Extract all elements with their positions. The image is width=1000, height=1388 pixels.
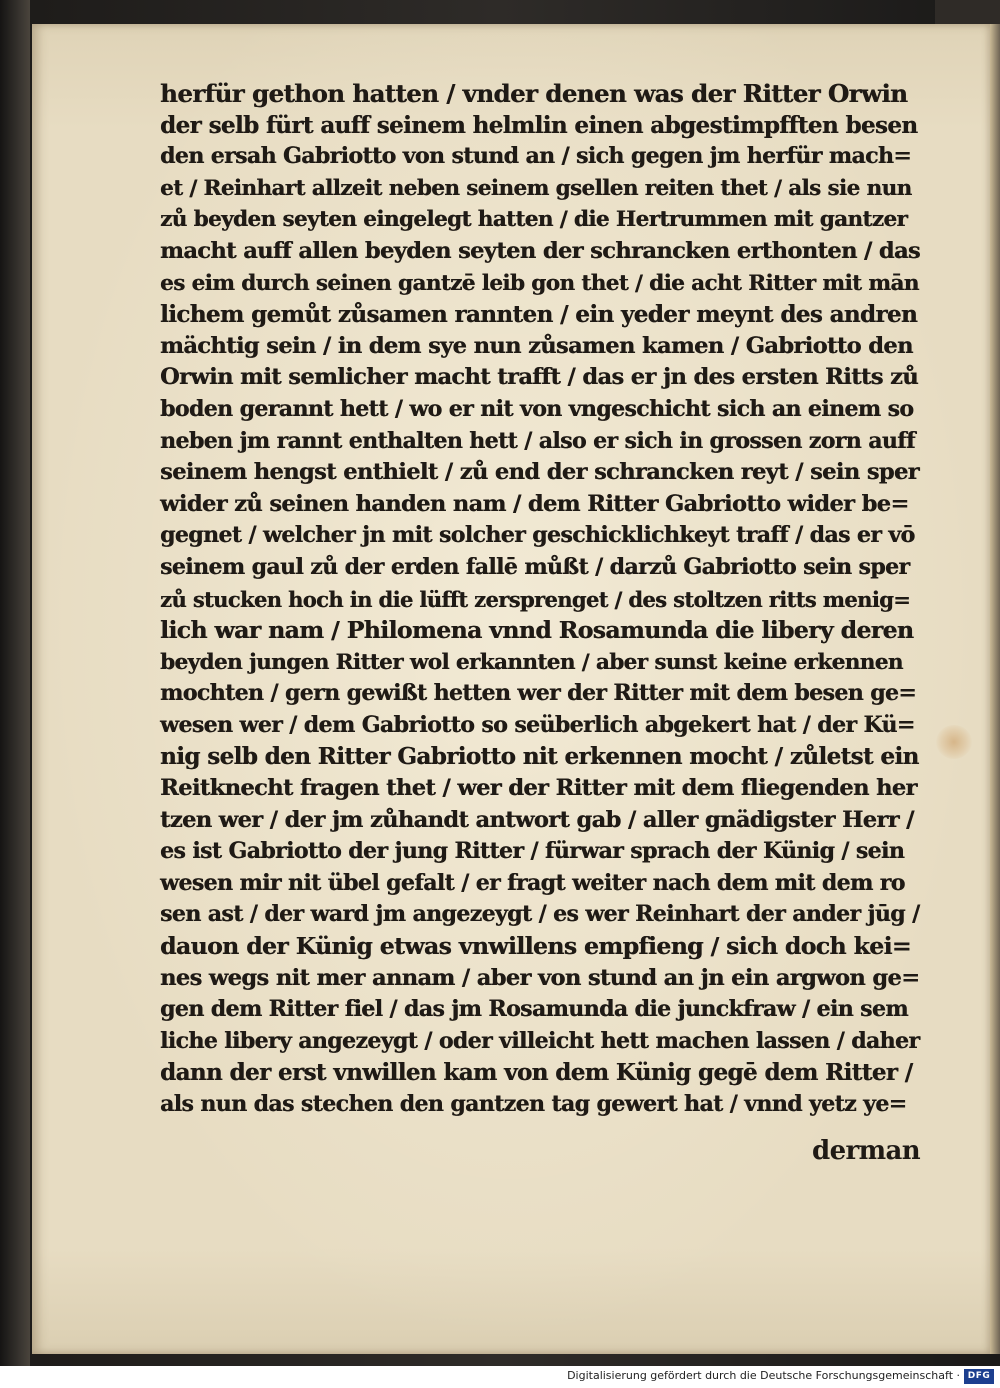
funding-credit: Digitalisierung gefördert durch die Deutsche Forschungsgemeinschaft · [567,1369,960,1382]
text-line: et / Reinhart allzeit neben seinem gsellen reiten thet / als sie nun [160,175,912,201]
text-line: zů beyden seyten eingelegt hatten / die Hertrummen mit gantzer [160,207,908,233]
text-line: seinem hengst enthielt / zů end der schrancken reyt / sein sper [160,459,919,486]
text-line: tzen wer / der jm zůhandt antwort gab / aller gnädigster Herr / [160,806,914,833]
text-line: gen dem Ritter fiel / das jm Rosamunda die junckfraw / ein sem [160,996,908,1023]
text-line: als nun das stechen den gantzen tag gewert hat / vnnd yetz ye= [160,1091,907,1117]
text-line: zů stucken hoch in die lüfft zersprenget / des stoltzen ritts menig= [160,586,911,612]
text-line: Orwin mit semlicher macht trafft / das er jn des ersten Ritts zů [160,364,918,391]
text-line: seinem gaul zů der erden fallē můßt / darzů Gabriotto sein sper [160,553,910,580]
text-line: es eim durch seinen gantzē leib gon thet / die acht Ritter mit mān [160,270,919,296]
text-line: boden gerannt hett / wo er nit von vngeschicht sich an einem so [160,395,914,422]
text-line: lichem gemůt zůsamen rannten / ein yeder meynt des andren [160,301,918,329]
page-edge [990,24,1000,1354]
text-line: den ersah Gabriotto von stund an / sich gegen jm herfür mach= [160,143,912,170]
text-line: sen ast / der ward jm angezeygt / es wer Reinhart der ander jūg / [160,901,920,928]
text-line: dann der erst vnwillen kam von dem Künig gegē dem Ritter / [160,1059,913,1087]
text-line: dauon der Künig etwas vnwillens empfieng / sich doch kei= [160,932,911,961]
page-stain [936,725,972,759]
text-line: liche libery angezeygt / oder villeicht hett machen lassen / daher [160,1027,920,1054]
text-line: es ist Gabriotto der jung Ritter / fürwar sprach der Künig / sein [160,838,905,865]
text-line: lich war nam / Philomena vnnd Rosamunda die libery deren [160,616,914,645]
text-line: nig selb den Ritter Gabriotto nit erkennen mocht / zůletst ein [160,743,919,771]
text-line: nes wegs nit mer annam / aber von stund an jn ein argwon ge= [160,964,920,991]
text-line: macht auff allen beyden seyten der schrancken erthonten / das [160,237,920,264]
text-line: wesen wer / dem Gabriotto so seüberlich abgekert hat / der Kü= [160,711,915,738]
text-line: herfür gethon hatten / vnder denen was der Ritter Orwin [160,79,908,108]
text-line: wesen mir nit übel gefalt / er fragt weiter nach dem mit dem ro [160,869,905,896]
page-text [160,78,920,1121]
text-line: mächtig sein / in dem sye nun zůsamen kamen / Gabriotto den [160,332,913,359]
text-line: wider zů seinen handen nam / dem Ritter Gabriotto wider be= [160,490,909,517]
scan-corner [935,0,1000,26]
dfg-logo: DFG [964,1369,994,1384]
text-line: neben jm rannt enthalten hett / also er sich in grossen zorn auff [160,427,915,454]
catchword: derman [812,1136,921,1166]
digitization-footer [0,1366,1000,1388]
text-line: der selb fürt auff seinem helmlin einen abgestimpfften besen [160,111,918,139]
book-binding [0,0,30,1366]
text-line: gegnet / welcher jn mit solcher geschicklichkeyt traff / das er vō [160,522,915,549]
text-line: beyden jungen Ritter wol erkannten / aber sunst keine erkennen [160,649,903,675]
text-line: mochten / gern gewißt hetten wer der Ritter mit dem besen ge= [160,680,917,707]
text-line: Reitknecht fragen thet / wer der Ritter mit dem fliegenden her [160,775,917,802]
